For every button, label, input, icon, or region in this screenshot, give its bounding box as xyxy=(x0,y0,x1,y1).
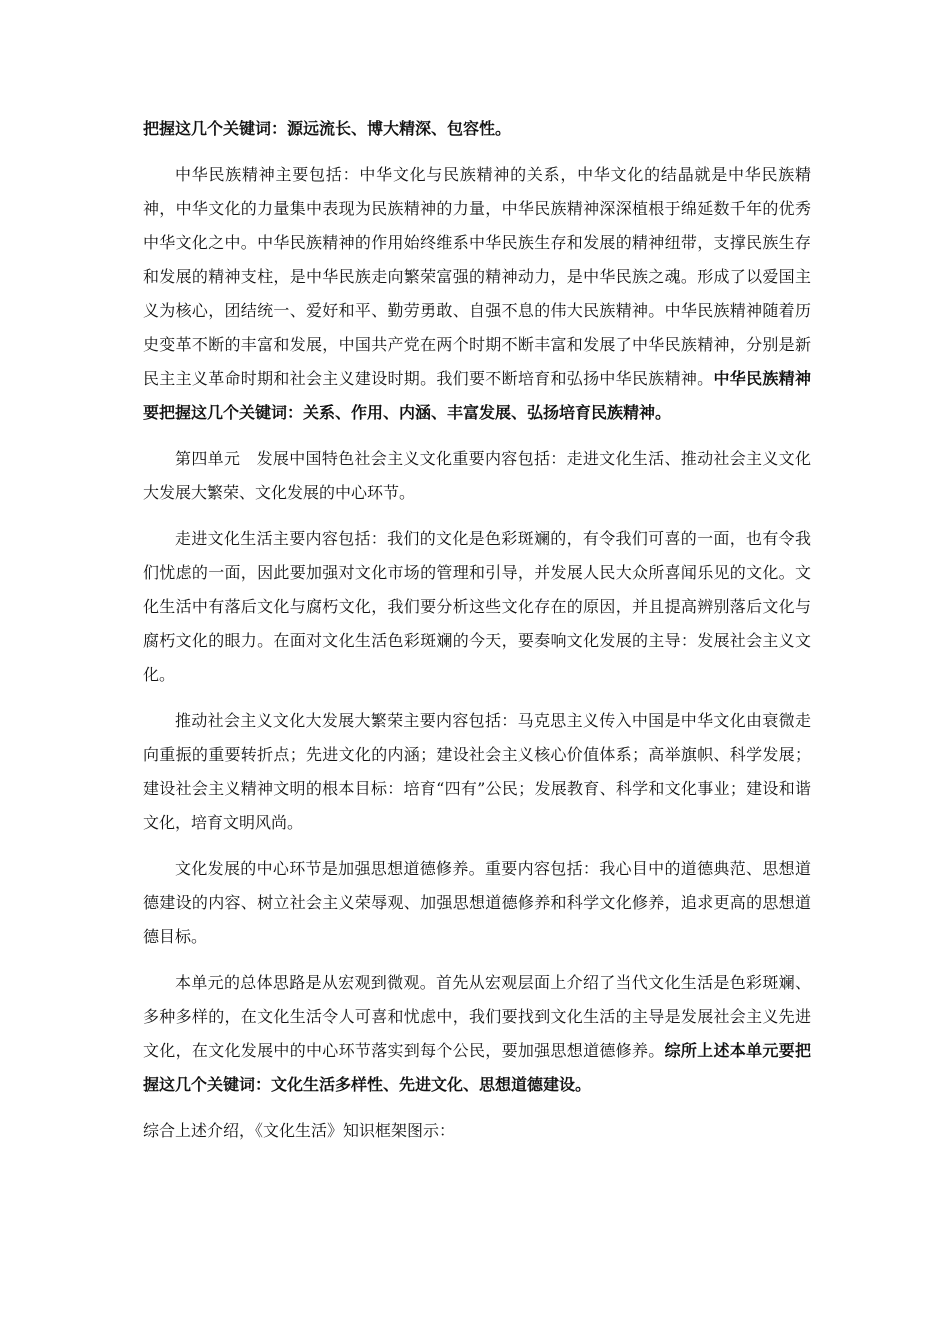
framework-intro: 综合上述介绍，《文化生活》知识框架图示： xyxy=(143,1121,456,1140)
unit-four-paragraph: 第四单元 发展中国特色社会主义文化重要内容包括：走进文化生活、推动社会主义文化大发展大繁荣、文化发展的中心环节。 xyxy=(143,449,811,502)
keywords-paragraph-1: 把握这几个关键词：源远流长、博大精深、包容性。 xyxy=(143,119,512,138)
moral-cultivation-paragraph: 文化发展的中心环节是加强思想道德修养。重要内容包括：我心目中的道德典范、思想道德建设的内容、树立社会主义荣辱观、加强思想道德修养和科学文化修养，追求更高的思想道德目标。 xyxy=(143,859,811,946)
socialist-culture-paragraph: 推动社会主义文化大发展大繁荣主要内容包括：马克思主义传入中国是中华文化由衰微走向重振的重要转折点；先进文化的内涵；建设社会主义核心价值体系；高举旗帜、科学发展；建设社会主义精神文明的根本目标：培育“四有”公民；发展教育、科学和文化事业；建设和谐文化，培育文明风尚。 xyxy=(143,711,811,832)
unit-summary-paragraph xyxy=(143,966,811,1102)
unit-summary-keywords: 综所上述本单元要把握这几个关键词：文化生活多样性、先进文化、思想道德建设。 xyxy=(143,1041,811,1094)
national-spirit-text: 中华民族精神主要包括：中华文化与民族精神的关系，中华文化的结晶就是中华民族精神，中华文化的力量集中表现为民族精神的力量，中华民族精神深深植根于绵延数千年的优秀中华文化之中。中华民族精神的作用始终维系中华民族生存和发展的精神纽带，支撑民族生存和发展的精神支柱，是中华民族走向繁荣富强的精神动力，是中华民族之魂。形成了以爱国主义为核心，团结统一、爱好和平、勤劳勇敢、自强不息的伟大民族精神。中华民族精神随着历史变革不断的丰富和发展，中国共产党在两个时期不断丰富和发展了中华民族精神，分别是新民主主义革命时期和社会主义建设时期。我们要不断培育和弘扬中华民族精神。 xyxy=(143,165,811,388)
national-spirit-keywords: 中华民族精神要把握这几个关键词：关系、作用、内涵、丰富发展、弘扬培育民族精神。 xyxy=(143,369,811,422)
document-page xyxy=(143,112,811,1148)
cultural-life-paragraph: 走进文化生活主要内容包括：我们的文化是色彩斑斓的，有令我们可喜的一面，也有令我们忧虑的一面，因此要加强对文化市场的管理和引导，并发展人民大众所喜闻乐见的文化。文化生活中有落后文化与腐朽文化，我们要分析这些文化存在的原因，并且提高辨别落后文化与腐朽文化的眼力。在面对文化生活色彩斑斓的今天，要奏响文化发展的主导：发展社会主义文化。 xyxy=(143,529,811,684)
national-spirit-paragraph xyxy=(143,158,811,430)
unit-summary-text: 本单元的总体思路是从宏观到微观。首先从宏观层面上介绍了当代文化生活是色彩斑斓、多种多样的，在文化生活令人可喜和忧虑中，我们要找到文化生活的主导是发展社会主义先进文化，在文化发展中的中心环节落实到每个公民，要加强思想道德修养。 xyxy=(143,973,811,1060)
